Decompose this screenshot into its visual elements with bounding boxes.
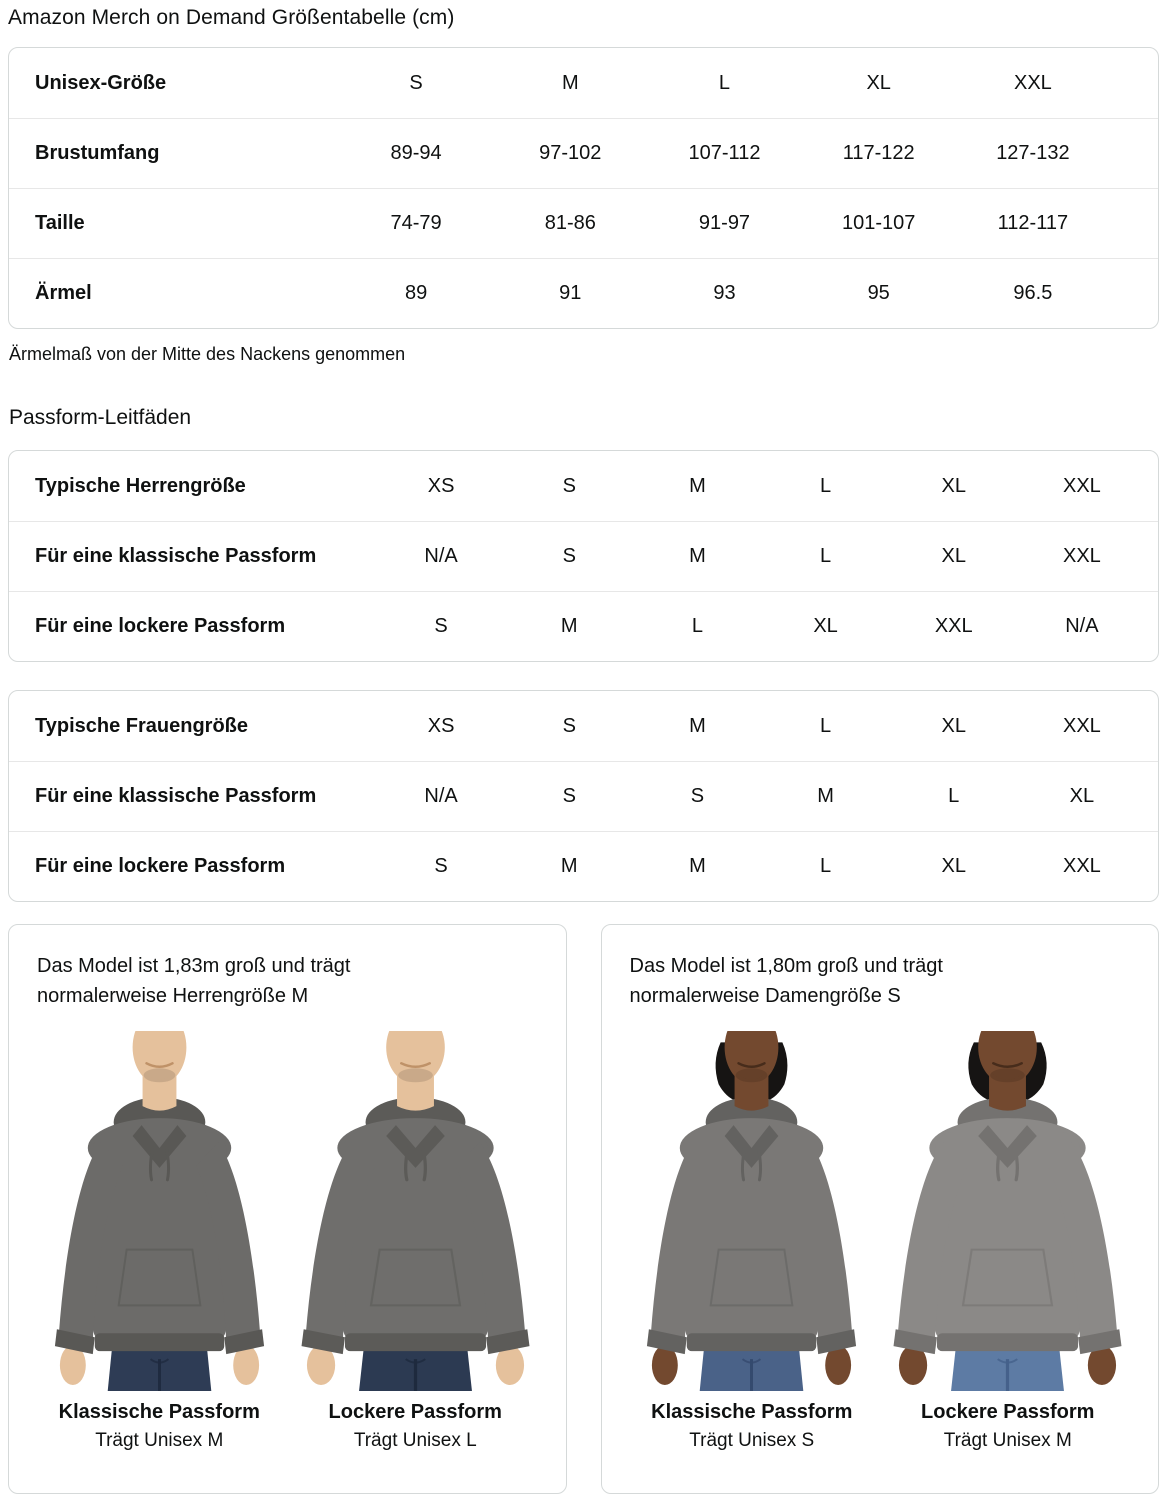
fit-caption: Klassische Passform [651,1401,853,1423]
size-cell: 74-79 [390,212,442,234]
row-label: Taille [35,212,85,234]
male-model-loose-image [280,1031,551,1391]
size-cell: S [434,615,448,637]
model-cards [8,924,1159,1494]
table-row [9,831,1158,901]
size-cell: L [691,615,703,637]
model-photos [33,1031,542,1452]
size-header-cell: S [409,71,423,94]
page-title: Amazon Merch on Demand Größentabelle (cm) [8,6,455,29]
size-cell: 97-102 [539,142,602,164]
size-cell: S [562,785,576,807]
size-header-cell: XS [427,474,455,497]
fit-guides-heading: Passform-Leitfäden [9,406,192,429]
size-cell: M [689,545,706,567]
model-photo-classic-fit [627,1031,877,1452]
table-row [9,258,1158,328]
size-header-cell: L [718,71,731,94]
size-cell: S [690,785,705,807]
table-row [9,591,1158,661]
size-header-cell: M [561,71,579,94]
size-header-cell: XXL [1063,714,1101,737]
row-label: Typische Frauengröße [35,714,249,737]
fit-caption: Lockere Passform [921,1401,1095,1423]
model-photos [626,1031,1135,1452]
size-cell: 96.5 [1013,282,1053,304]
sleeve-measure-note: Ärmelmaß von der Mitte des Nackens genommen [9,344,406,364]
female-model-classic-image [627,1031,876,1391]
size-cell: S [562,545,576,567]
row-label: Für eine lockere Passform [35,615,286,637]
size-cell: L [948,785,960,807]
size-cell: XXL [1063,545,1101,567]
unisex-size-table [8,47,1159,329]
row-label: Typische Herrengröße [35,474,246,497]
size-cell: XXL [1063,855,1101,877]
mens-fit-table [8,450,1159,662]
size-cell: 127-132 [996,142,1070,164]
fit-size-worn: Trägt Unisex M [943,1430,1072,1451]
size-cell: 93 [713,282,736,304]
size-cell: 95 [867,282,890,304]
fit-size-worn: Trägt Unisex L [353,1430,477,1451]
size-header-cell: S [562,714,576,737]
size-cell: M [560,855,578,877]
size-header-cell: M [689,474,706,497]
size-cell: 89 [404,282,428,304]
size-header-cell: XXL [1063,474,1101,497]
size-cell: M [817,785,834,807]
size-cell: M [560,615,578,637]
male-model-classic-image [35,1031,284,1391]
fit-size-worn: Trägt Unisex M [95,1430,224,1451]
table-row [9,521,1158,591]
table-row [9,118,1158,188]
size-cell: 81-86 [544,212,596,234]
size-cell: N/A [424,785,458,807]
size-cell: M [689,855,706,877]
row-label: Brustumfang [35,142,160,164]
size-cell: XL [1069,785,1095,807]
size-header-cell: XL [941,474,966,497]
fit-caption: Klassische Passform [58,1401,260,1423]
model-description: Das Model ist 1,83m groß und trägt normalerweise Herrengröße M [37,955,351,1007]
mens-model-card [8,924,567,1494]
table-header-row [9,451,1158,521]
size-header-cell: M [689,714,706,737]
size-cell: XL [813,615,838,637]
size-cell: 91-97 [698,212,751,234]
size-header-cell: XS [427,714,455,737]
model-photo-loose-fit [883,1031,1133,1452]
table-header-row [9,48,1158,118]
size-cell: N/A [424,545,458,567]
row-label: Für eine klassische Passform [35,545,317,567]
table-row [9,188,1158,258]
size-header-cell: XL [866,71,891,94]
size-cell: S [434,855,448,877]
size-cell: 112-117 [997,212,1069,234]
size-cell: 89-94 [390,142,442,164]
size-cell: XL [941,545,966,567]
table-header-row [9,691,1158,761]
womens-model-card [601,924,1160,1494]
size-header-cell: XXL [1013,71,1052,94]
model-description: Das Model ist 1,80m groß und trägt normalerweise Damengröße S [629,955,943,1007]
size-cell: L [820,545,832,567]
size-cell: 107-112 [688,142,761,164]
model-photo-loose-fit [290,1031,540,1452]
model-photo-classic-fit [34,1031,284,1452]
fit-size-worn: Trägt Unisex S [689,1430,815,1451]
size-cell: 117-122 [842,142,915,164]
row-label: Unisex-Größe [35,71,167,94]
size-cell: N/A [1065,615,1099,637]
size-cell: 91 [559,282,582,304]
row-label: Für eine lockere Passform [35,855,286,877]
female-model-loose-image [872,1031,1143,1391]
size-header-cell: S [562,474,576,497]
size-cell: XL [941,855,966,877]
size-cell: 101-107 [841,212,916,234]
size-cell: L [820,855,832,877]
size-header-cell: L [820,474,832,497]
womens-fit-table [8,690,1159,902]
size-cell: XXL [934,615,973,637]
size-header-cell: XL [941,714,966,737]
table-row [9,761,1158,831]
row-label: Für eine klassische Passform [35,785,317,807]
row-label: Ärmel [35,282,92,304]
fit-caption: Lockere Passform [328,1401,502,1423]
size-header-cell: L [820,714,832,737]
